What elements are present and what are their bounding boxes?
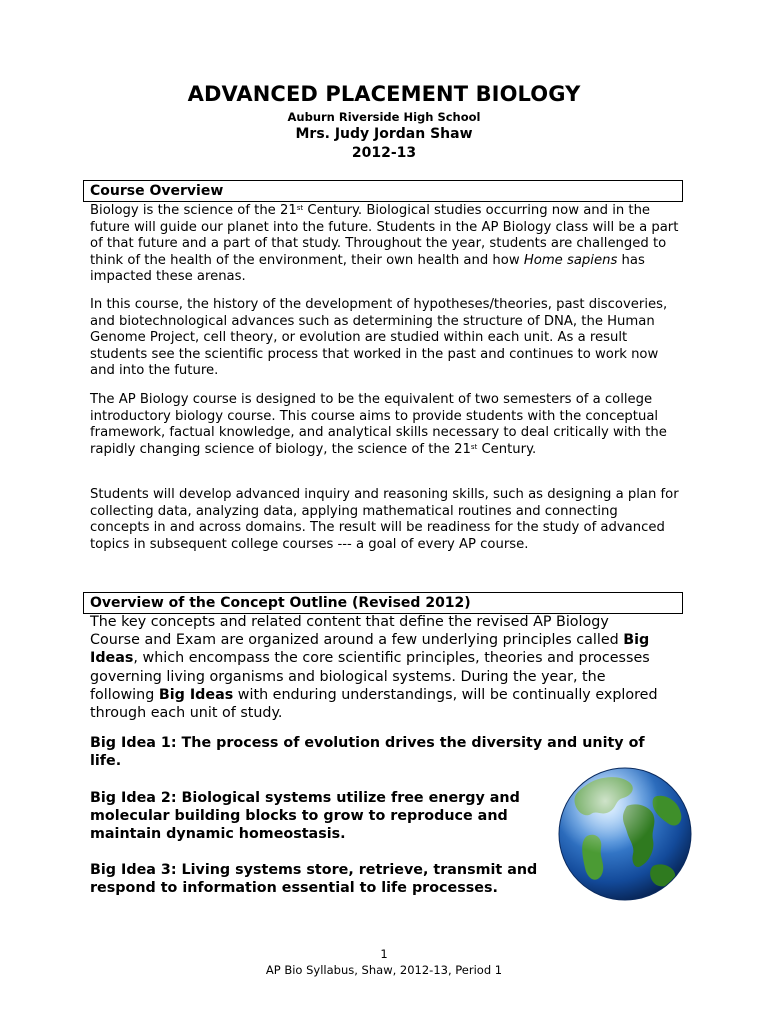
big-idea-3: Big Idea 3: Living systems store, retrieve, transmit and respond to information essential to life processes.	[90, 862, 538, 896]
section-heading-course-overview: Course Overview	[83, 180, 683, 202]
page-number: 1	[380, 947, 388, 961]
italic-species-name: Home sapiens	[523, 252, 618, 268]
paragraph-text: Students will develop advanced inquiry and reasoning skills, such as designing a plan for collecting data, analyzing data, applying mathematical routines and connecting concepts in and across domains. The result will be readiness for the study of advanced topics in subsequent college courses --- a goal of every AP course.	[90, 487, 679, 552]
paragraph-text: In this course, the history of the development of hypotheses/theories, past discoveries, and biotechnological advances such as determining the structure of DNA, the Human Genome Project, cell theory, or evolution are studied within each unit. As a result students see the scientific process that worked in the past and continues to work now and into the future.	[90, 297, 668, 379]
ordinal-superscript: st	[470, 442, 478, 451]
bold-term: Big Ideas	[90, 632, 650, 667]
paragraph-text: Century. Biological studies occurring now and in the future will guide our planet into the future. Students in the AP Biology class will be a part of that future and a part of that study. Throughout the year, students are challenged to think of the health of the environment, their own health and how	[90, 203, 679, 268]
footer-text: AP Bio Syllabus, Shaw, 2012-13, Period 1	[265, 963, 503, 977]
overview-paragraph-1	[90, 203, 680, 286]
teacher-name: Mrs. Judy Jordan Shaw	[295, 126, 473, 142]
bold-term: Big Ideas	[158, 686, 234, 703]
paragraph-text: , which encompass the core scientific principles, theories and processes governing living organisms and biological systems. During the year, the following	[90, 650, 650, 703]
paragraph-text: Biology is the science of the 21	[90, 203, 297, 218]
overview-paragraph-4	[90, 487, 680, 553]
paragraph-text: The key concepts and related content that define the revised AP Biology Course and Exam are organized around a few underlying principles called	[90, 614, 624, 649]
paragraph-text: Century.	[477, 441, 537, 457]
big-idea-2: Big Idea 2: Biological systems utilize free energy and molecular building blocks to grow to reproduce and maintain dynamic homeostasis.	[90, 790, 520, 842]
school-name: Auburn Riverside High School	[287, 110, 481, 124]
overview-paragraph-2	[90, 297, 680, 380]
concept-outline-paragraph	[90, 613, 662, 722]
section-heading-concept-outline: Overview of the Concept Outline (Revised 2012)	[83, 592, 683, 614]
ordinal-superscript: st	[296, 204, 304, 212]
paragraph-text: has impacted these arenas.	[90, 252, 645, 285]
overview-paragraph-3	[90, 392, 680, 458]
big-idea-1: Big Idea 1: The process of evolution drives the diversity and unity of life.	[90, 735, 645, 769]
globe-icon	[557, 766, 693, 902]
school-year: 2012-13	[351, 145, 417, 161]
page-title: ADVANCED PLACEMENT BIOLOGY	[187, 82, 581, 106]
paragraph-text: with enduring understandings, will be continually explored through each unit of study.	[90, 686, 658, 722]
paragraph-text: The AP Biology course is designed to be the equivalent of two semesters of a college introductory biology course. This course aims to provide students with the conceptual framework, factual knowledge, and analytical skills necessary to deal critically with the rapidly changing science of biology, the science of the 21	[90, 392, 667, 457]
